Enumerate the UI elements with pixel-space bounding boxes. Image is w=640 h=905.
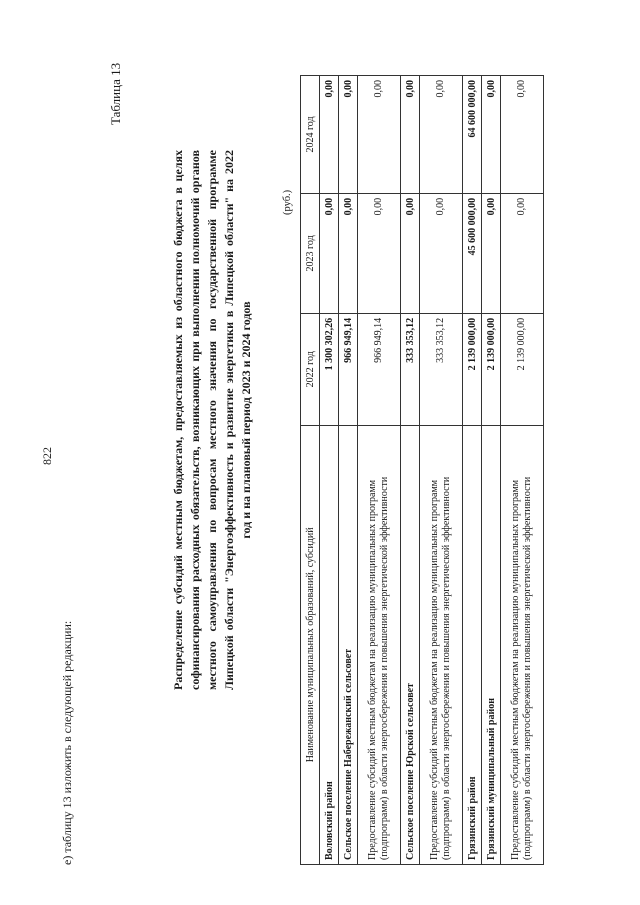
row-2024: 0,00 <box>401 76 420 194</box>
page-number: 822 <box>40 447 54 465</box>
header-2022: 2022 год <box>301 313 320 425</box>
document-title: Распределение субсидий местным бюджетам, предоставляемых из областного бюджета в целях софинансирования расходных обязательств, возникающих при выполнении полномочий органов местного самоуправления по вопросам местного значения по государственной программе Липецкой области "Энергоэффективность и развитие энергетики в Липецкой области" на 2022 год и на плановый период 2023 и 2024 годов <box>171 150 253 690</box>
row-2023: 45 600 000,00 <box>463 193 482 313</box>
row-name: Предоставление субсидий местным бюджетам на реализацию муниципальных программ (подпрограмм) в области энергосбережения и повышения энергетической эффективности <box>420 425 463 864</box>
row-name: Грязинский муниципальный район <box>482 425 501 864</box>
row-2023: 0,00 <box>358 193 401 313</box>
row-2023: 0,00 <box>420 193 463 313</box>
row-2022: 2 139 000,00 <box>482 313 501 425</box>
row-2024: 0,00 <box>339 76 358 194</box>
row-2023: 0,00 <box>501 193 544 313</box>
table-row <box>401 76 420 865</box>
row-name: Предоставление субсидий местным бюджетам на реализацию муниципальных программ (подпрограмм) в области энергосбережения и повышения энергетической эффективности <box>501 425 544 864</box>
row-2022: 333 353,12 <box>401 313 420 425</box>
row-2023: 0,00 <box>482 193 501 313</box>
row-2022: 333 353,12 <box>420 313 463 425</box>
row-name: Сельское поселение Юрской сельсовет <box>401 425 420 864</box>
row-2024: 0,00 <box>358 76 401 194</box>
row-name: Сельское поселение Набережанский сельсовет <box>339 425 358 864</box>
row-2024: 0,00 <box>420 76 463 194</box>
row-2022: 2 139 000,00 <box>501 313 544 425</box>
row-2024: 0,00 <box>320 76 339 194</box>
row-2024: 0,00 <box>501 76 544 194</box>
row-2024: 64 600 000,00 <box>463 76 482 194</box>
row-2023: 0,00 <box>320 193 339 313</box>
table-row <box>320 76 339 865</box>
row-2023: 0,00 <box>339 193 358 313</box>
intro-line: е) таблицу 13 изложить в следующей редакции: <box>60 620 74 865</box>
row-name: Грязинский район <box>463 425 482 864</box>
header-name: Наименование муниципальных образований, субсидий <box>301 425 320 864</box>
row-2022: 1 300 302,26 <box>320 313 339 425</box>
table-label: Таблица 13 <box>108 62 123 125</box>
table-row <box>463 76 482 865</box>
table-row <box>482 76 501 865</box>
header-2023: 2023 год <box>301 193 320 313</box>
row-2024: 0,00 <box>482 76 501 194</box>
row-2023: 0,00 <box>401 193 420 313</box>
row-name: Предоставление субсидий местным бюджетам на реализацию муниципальных программ (подпрограмм) в области энергосбережения и повышения энергетической эффективности <box>358 425 401 864</box>
unit-label: (руб.) <box>282 189 293 215</box>
row-2022: 966 949,14 <box>358 313 401 425</box>
table-row <box>501 76 544 865</box>
header-2024: 2024 год <box>301 76 320 194</box>
table-row <box>420 76 463 865</box>
subsidy-table <box>300 75 544 865</box>
row-2022: 2 139 000,00 <box>463 313 482 425</box>
row-2022: 966 949,14 <box>339 313 358 425</box>
table-header-row <box>301 76 320 865</box>
table-row <box>339 76 358 865</box>
row-name: Воловский район <box>320 425 339 864</box>
table-row <box>358 76 401 865</box>
